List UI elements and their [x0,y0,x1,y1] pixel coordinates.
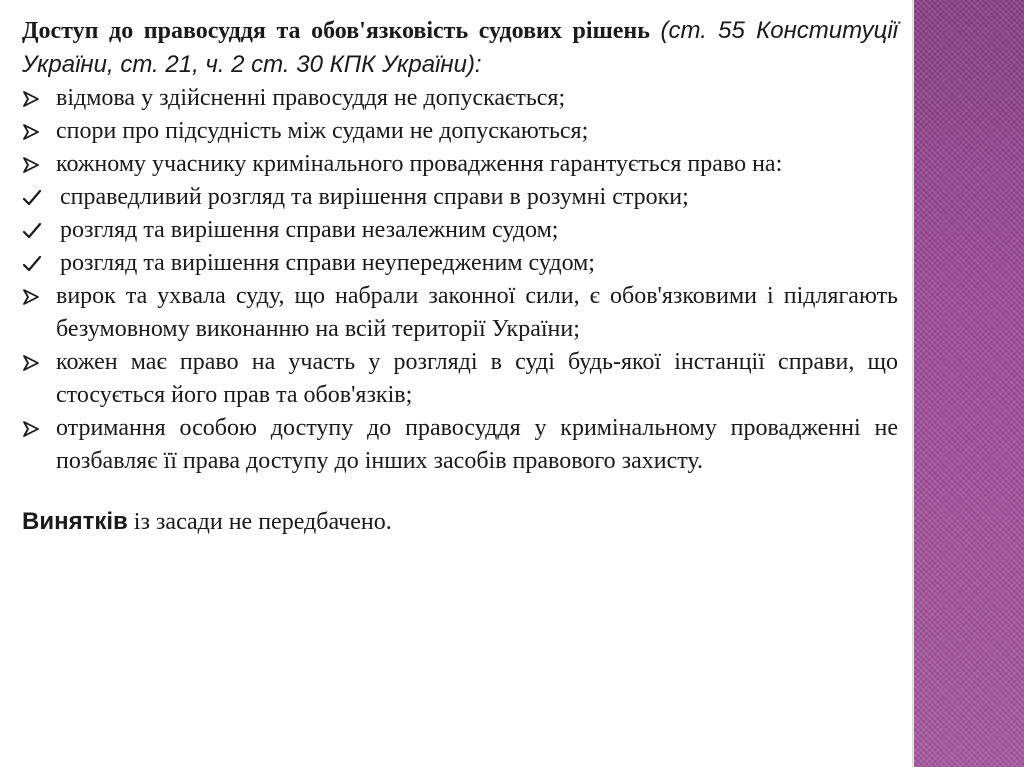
arrowhead-bullet-icon [22,280,52,313]
list-item-text: кожному учаснику кримінального провадження гарантується право на: [56,151,783,177]
intro-lead: Доступ до правосуддя та обов'язковість судових рішень [22,18,650,44]
list-item [22,148,898,181]
arrowhead-bullet-icon [22,346,52,379]
checkmark-bullet-icon [22,214,52,247]
closing-text: із засади не передбачено. [127,509,392,535]
list-item [22,181,898,214]
arrowhead-bullet-icon [22,115,52,148]
list-item [22,346,898,412]
list-item [22,82,898,115]
list-item [22,412,898,478]
intro-paragraph [22,14,898,82]
list-item-text: кожен має право на участь у розгляді в суді будь-якої інстанції справи, що стосується його прав та обов'язків; [56,349,898,408]
list-item [22,115,898,148]
list-item-text: отримання особою доступу до правосуддя у кримінальному провадженні не позбавляє її права доступу до інших засобів правового захисту. [56,415,898,474]
checkmark-bullet-icon [22,181,52,214]
closing-statement [22,505,898,539]
list-item [22,280,898,346]
arrowhead-bullet-icon [22,82,52,115]
intro-reference: (ст. 55 Конституції України, ст. 21, ч. 2 ст. 30 КПК України): [22,17,899,78]
list-item-text: справедливий розгляд та вирішення справи в розумні строки; [60,184,689,210]
list-item-text: спори про підсудність між судами не допускаються; [56,118,589,144]
list-item-text: розгляд та вирішення справи неупередженим судом; [60,250,595,276]
bullet-list [22,82,898,478]
closing-emphasis: Винятків [22,508,128,535]
list-item-text: відмова у здійсненні правосуддя не допускається; [56,85,566,111]
list-item-text: вирок та ухвала суду, що набрали законної сили, є обов'язковими і підлягають безумовному виконанню на всій території України; [56,283,898,342]
checkmark-bullet-icon [22,247,52,280]
decorative-side-band [914,0,1024,767]
arrowhead-bullet-icon [22,148,52,181]
list-item [22,247,898,280]
arrowhead-bullet-icon [22,412,52,445]
list-item [22,214,898,247]
slide-content [22,14,898,539]
list-item-text: розгляд та вирішення справи незалежним судом; [60,217,559,243]
